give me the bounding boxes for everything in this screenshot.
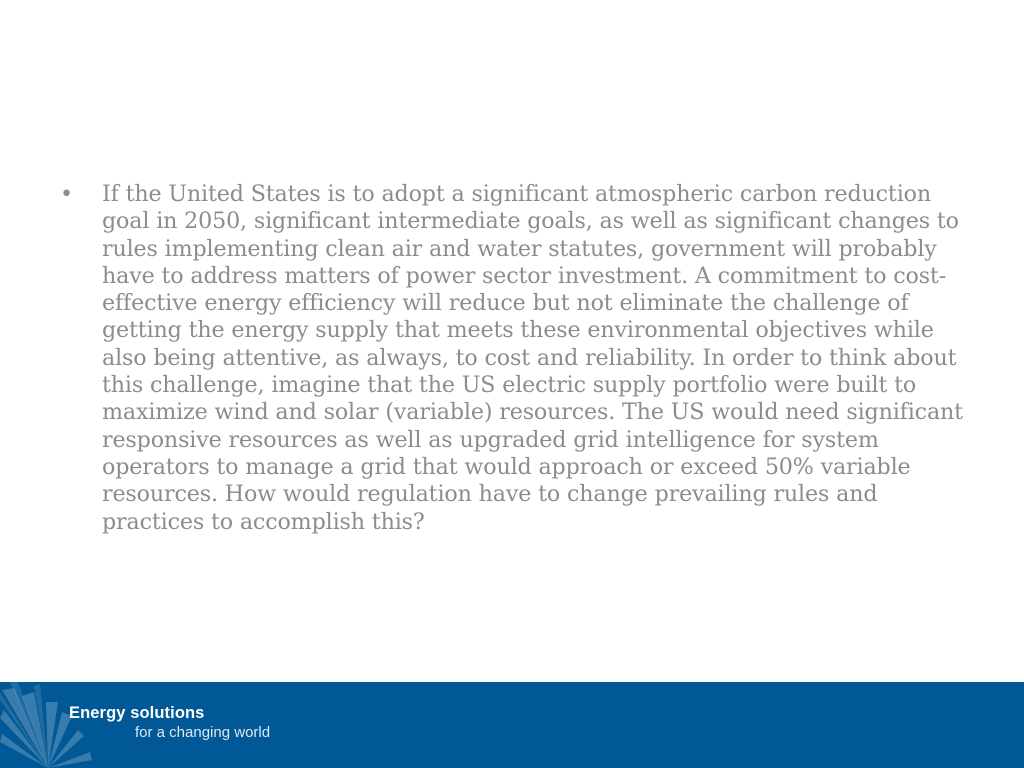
tagline-main: Energy solutions — [69, 704, 205, 722]
tagline-sub: for a changing world — [135, 723, 271, 741]
slide-body — [60, 181, 970, 536]
bullet-list — [60, 181, 970, 536]
bullet-marker: • — [60, 181, 73, 207]
bullet-text: If the United States is to adopt a significant atmospheric carbon reduction goal in 2050, significant intermediate goals, as well as significant changes to rules implementing clean air and water statutes, government will probably have to address matters of power sector investment. A commitment to cost-effective energy efficiency will reduce but not eliminate the challenge of getting the energy supply that meets these environmental objectives while also being attentive, as always, to cost and reliability. In order to think about this challenge, imagine that the US electric supply portfolio were built to maximize wind and solar (variable) resources. The US would need significant responsive resources as well as upgraded grid intelligence for system operators to manage a grid that would approach or exceed 50% variable resources. How would regulation have to change prevailing rules and practices to accomplish this? — [102, 181, 963, 535]
tagline — [69, 705, 270, 740]
bullet-item — [60, 181, 970, 536]
footer-bar — [0, 682, 1024, 768]
